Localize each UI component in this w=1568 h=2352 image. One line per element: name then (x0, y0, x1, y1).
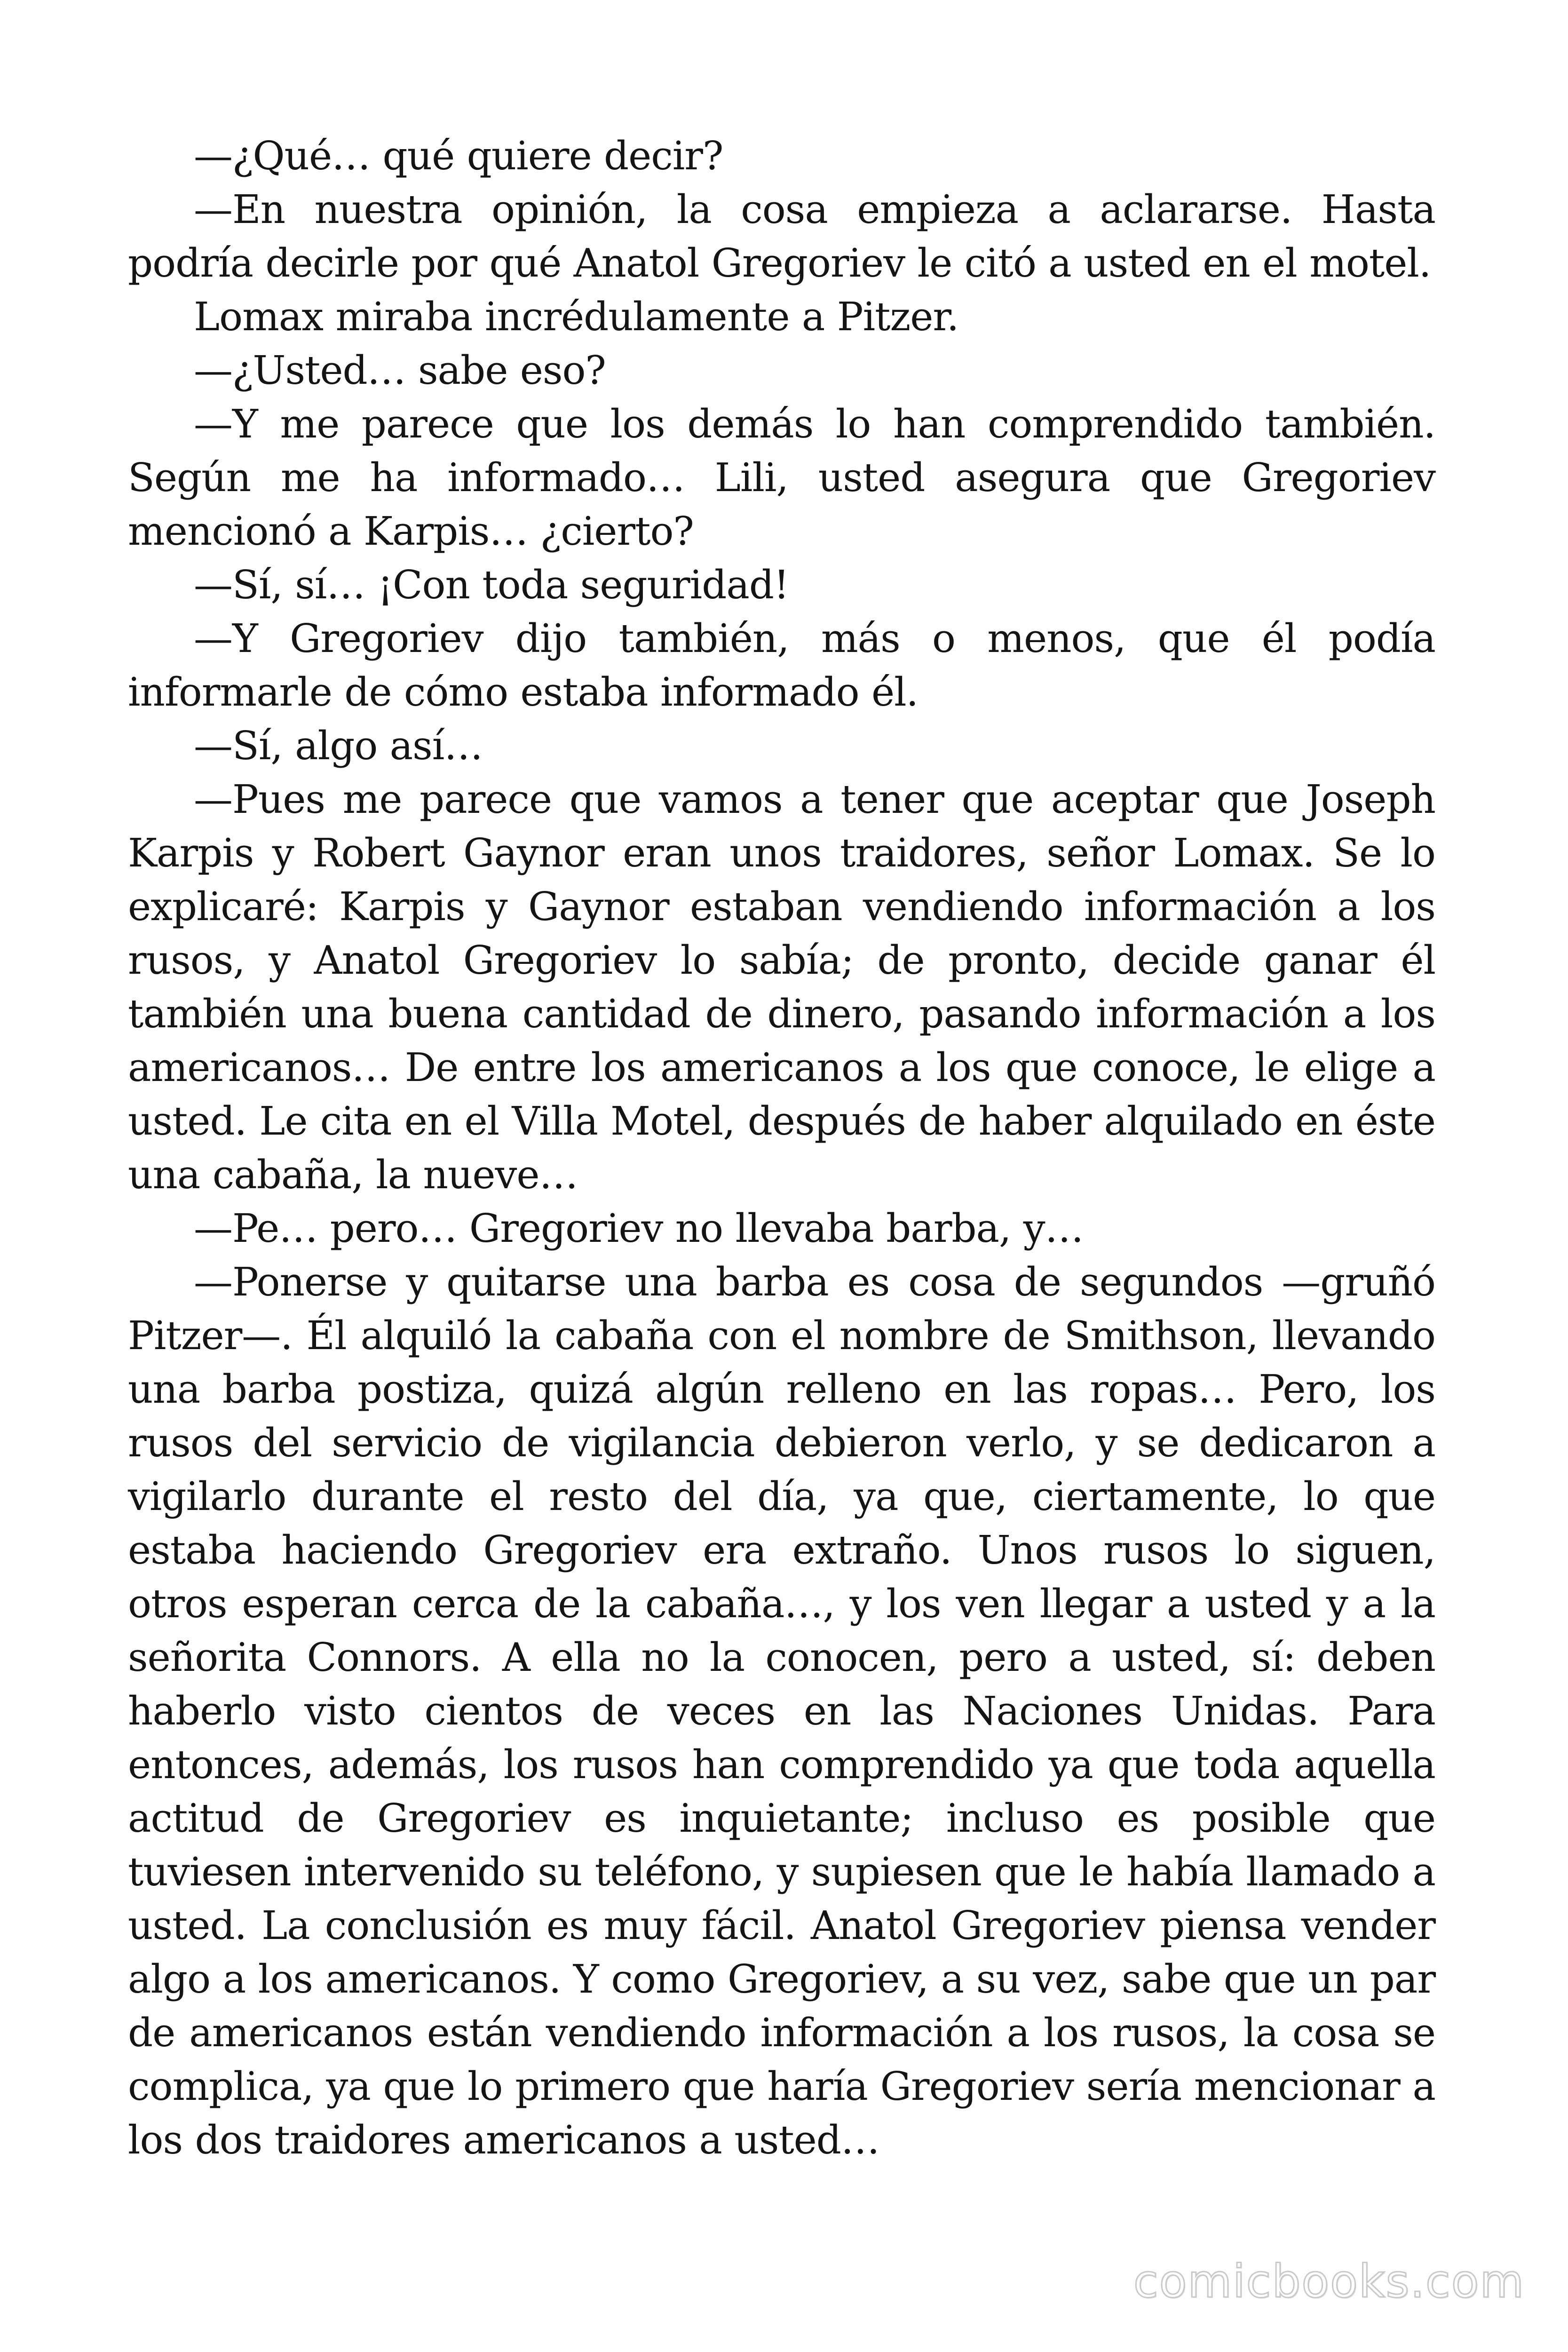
paragraph-10: —Pe… pero… Gregoriev no llevaba barba, y… (194, 1206, 1084, 1251)
paragraph-9: —Pues me parece que vamos a tener que aceptar que Joseph Karpis y Robert Gaynor eran unos traidores, señor Lomax. Se lo explicaré: Karpis y Gaynor estaban vendiendo información a los rusos, y Anatol Gregoriev lo sabía; de pronto, decide ganar él también una buena cantidad de dinero, pasando información a los americanos… De entre los americanos a los que conoce, le elige a usted. Le cita en el Villa Motel, después de haber alquilado en éste una cabaña, la nueve… (128, 777, 1435, 1198)
paragraph-5: —Y me parece que los demás lo han comprendido también. Según me ha informado… Lili, usted asegura que Gregoriev mencionó a Karpis… ¿cierto? (128, 401, 1435, 554)
paragraph-8: —Sí, algo así… (194, 723, 483, 769)
paragraph-2: —En nuestra opinión, la cosa empieza a aclararse. Hasta podría decirle por qué Anatol Gregoriev le citó a usted en el motel. (128, 187, 1435, 286)
paragraph-11: —Ponerse y quitarse una barba es cosa de segundos —gruñó Pitzer—. Él alquiló la cabaña con el nombre de Smithson, llevando una barba postiza, quizá algún relleno en las ropas… Pero, los rusos del servicio de vigilancia debieron verlo, y se dedicaron a vigilarlo durante el resto del día, ya que, ciertamente, lo que estaba haciendo Gregoriev era extraño. Unos rusos lo siguen, otros esperan cerca de la cabaña…, y los ven llegar a usted y a la señorita Connors. A ella no la conocen, pero a usted, sí: deben haberlo visto cientos de veces en las Naciones Unidas. Para entonces, además, los rusos han comprendido ya que toda aquella actitud de Gregoriev es inquietante; incluso es posible que tuviesen intervenido su teléfono, y supiesen que le había llamado a usted. La conclusión es muy fácil. Anatol Gregoriev piensa vender algo a los americanos. Y como Gregoriev, a su vez, sabe que un par de americanos están vendiendo información a los rusos, la cosa se complica, ya que lo primero que haría Gregoriev sería mencionar a los dos traidores americanos a usted… (128, 1259, 1435, 2163)
page-text-body (128, 129, 1435, 2167)
paragraph-7: —Y Gregoriev dijo también, más o menos, que él podía informarle de cómo estaba informado él. (128, 616, 1435, 715)
paragraph-6: —Sí, sí… ¡Con toda seguridad! (194, 562, 789, 608)
paragraph-4: —¿Usted… sabe eso? (194, 348, 606, 393)
paragraph-1: —¿Qué… qué quiere decir? (194, 133, 723, 179)
paragraph-3: Lomax miraba incrédulamente a Pitzer. (194, 294, 959, 340)
watermark-text: comicbooks.com (1133, 2255, 1525, 2308)
